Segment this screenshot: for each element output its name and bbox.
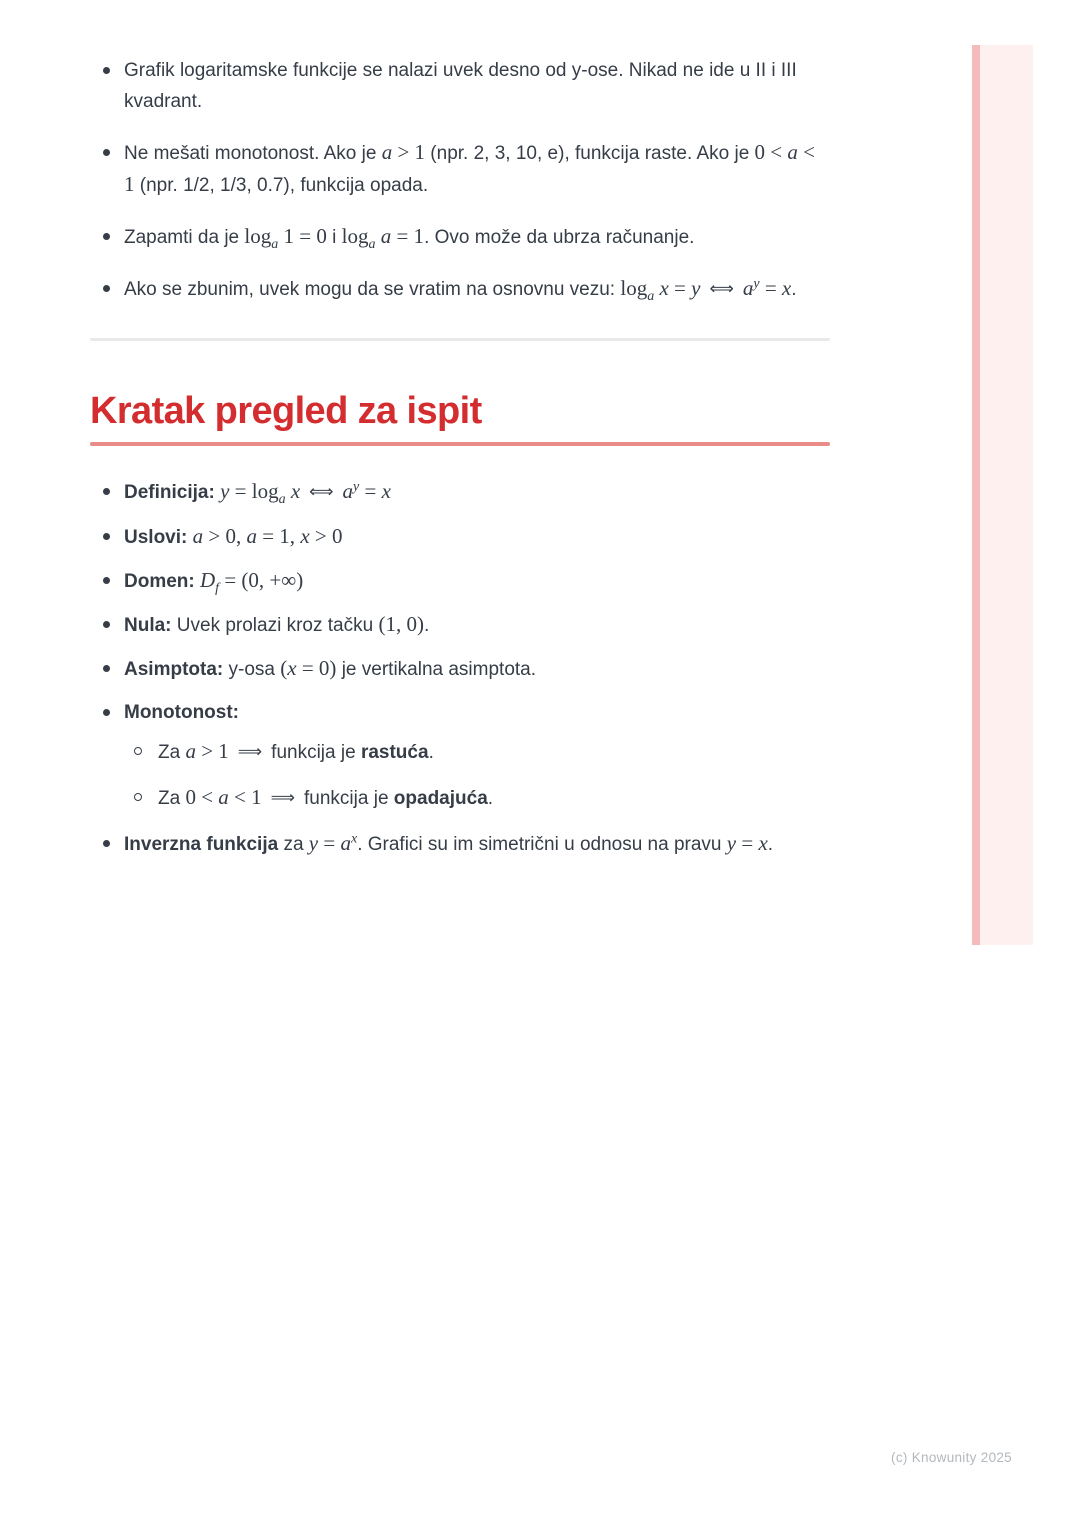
text-segment: Ako se zbunim, uvek mogu da se vratim na osnovnu vezu: [124, 279, 621, 300]
text-segment: > 0, [203, 524, 247, 548]
text-segment: y [308, 831, 319, 855]
text-segment: a [375, 224, 392, 248]
text-segment: > 0 [309, 524, 343, 548]
notes-list [90, 55, 830, 306]
text-segment: funkcija je [271, 742, 361, 763]
text-segment: Nula: [124, 615, 177, 636]
text-segment: . [423, 615, 430, 636]
text-segment: < 1 [228, 785, 262, 809]
arrow-glyph: ⟹ [270, 788, 296, 808]
text-segment: . [791, 279, 797, 300]
text-segment: Uvek prolazi kroz tačku [176, 615, 379, 636]
text-segment: Za [158, 742, 186, 763]
list-item [90, 565, 830, 597]
sub-list-item [124, 782, 830, 815]
text-segment: y [353, 479, 360, 495]
list-item [90, 521, 830, 553]
text-segment: a [278, 491, 286, 507]
arrow-glyph: ⟹ [237, 742, 263, 762]
list-item [90, 273, 830, 306]
text-segment: = [736, 831, 759, 855]
text-segment: = 0) [296, 656, 337, 680]
text-segment: = [668, 276, 692, 300]
text-segment: a [340, 831, 351, 855]
text-segment: a [342, 479, 354, 503]
text-segment: = 1, [256, 524, 301, 548]
text-segment: ( [280, 656, 288, 680]
text-segment: x [300, 524, 310, 548]
text-segment: a [787, 140, 798, 164]
text-segment: > 1 [195, 739, 229, 763]
text-segment: x [285, 479, 301, 503]
text-segment: y-osa [228, 659, 281, 680]
text-segment: x [287, 656, 297, 680]
text-segment: rastuća [360, 742, 429, 763]
footer-text: (c) Knowunity 2025 [891, 1450, 1012, 1465]
accent-stripe [972, 45, 1033, 945]
text-segment: = [318, 831, 341, 855]
text-segment: (1, 0) [378, 612, 424, 636]
list-item [90, 828, 830, 860]
text-segment: opadajuća [393, 788, 488, 809]
text-segment: a [647, 288, 655, 304]
list-item [90, 221, 830, 253]
text-segment: 0 < [185, 785, 219, 809]
text-segment: . Grafici su im simetrični u odnosu na pravu [357, 834, 727, 855]
text-segment: = 1 [391, 224, 425, 248]
text-segment: . [767, 834, 774, 855]
text-segment: je vertikalna asimptota. [336, 659, 537, 680]
text-segment: Domen: [124, 571, 200, 592]
sub-list [124, 736, 830, 815]
text-segment: Ne mešati monotonost. Ako je [124, 143, 382, 164]
text-segment: . [487, 788, 494, 809]
text-segment: 0 < [754, 140, 788, 164]
heading-underline [90, 442, 830, 446]
list-item [90, 609, 830, 641]
text-segment: a [185, 739, 196, 763]
text-segment: Za [158, 788, 186, 809]
text-segment: a [368, 236, 376, 252]
text-segment: a [381, 140, 393, 164]
text-segment: log [620, 276, 648, 300]
section-divider [90, 338, 830, 341]
text-segment: = log [229, 479, 279, 503]
text-segment: = [759, 276, 782, 300]
text-segment: y [220, 479, 230, 503]
text-segment: x [758, 831, 768, 855]
list-item [90, 55, 830, 117]
text-segment: = [359, 479, 382, 503]
text-segment: (npr. 1/2, 1/3, 0.7), funkcija opada. [134, 175, 429, 196]
text-segment: Definicija: [124, 482, 221, 503]
list-item [90, 653, 830, 685]
text-segment: Inverzna funkcija [124, 834, 279, 855]
text-segment: a [192, 524, 204, 548]
text-segment: Uslovi: [124, 527, 193, 548]
text-segment: y [753, 276, 760, 292]
text-segment: x [781, 276, 792, 300]
text-segment: a [218, 785, 229, 809]
review-list [90, 476, 830, 860]
page-title: Kratak pregled za ispit [90, 390, 482, 432]
list-item [90, 697, 830, 815]
list-item [90, 137, 830, 201]
content-column [90, 0, 830, 872]
text-segment: . Ovo može da ubrza računanje. [424, 227, 695, 248]
text-segment: x [381, 479, 391, 503]
arrow-glyph: ⟺ [309, 482, 334, 502]
text-segment: < 1 [124, 140, 815, 196]
text-segment: Asimptota: [124, 659, 229, 680]
arrow-glyph: ⟺ [709, 279, 734, 299]
text-segment: a [246, 524, 257, 548]
list-item [90, 476, 830, 509]
text-segment: > 1 [392, 140, 426, 164]
text-segment: 1 = 0 [278, 224, 327, 248]
text-segment: D [200, 568, 216, 592]
text-segment: y [691, 276, 701, 300]
text-segment: a [742, 276, 754, 300]
text-segment: x [350, 831, 358, 847]
text-segment: i [326, 227, 342, 248]
text-segment: Zapamti da je [124, 227, 245, 248]
sub-list-item [124, 736, 830, 769]
text-segment: Grafik logaritamske funkcije se nalazi uvek desno od y-ose. Nikad ne ide u II i III kvadrant. [124, 60, 797, 112]
text-segment: x [654, 276, 669, 300]
text-segment: a [271, 236, 279, 252]
text-segment: za [278, 834, 309, 855]
text-segment: y [726, 831, 737, 855]
text-segment: log [244, 224, 272, 248]
text-segment: . [428, 742, 434, 763]
text-segment: log [341, 224, 369, 248]
text-segment: Monotonost: [124, 702, 240, 723]
text-segment: f [215, 580, 220, 596]
text-segment: = (0, +∞) [219, 568, 304, 592]
text-segment: (npr. 2, 3, 10, e), funkcija raste. Ako je [425, 143, 755, 164]
text-segment: funkcija je [304, 788, 394, 809]
